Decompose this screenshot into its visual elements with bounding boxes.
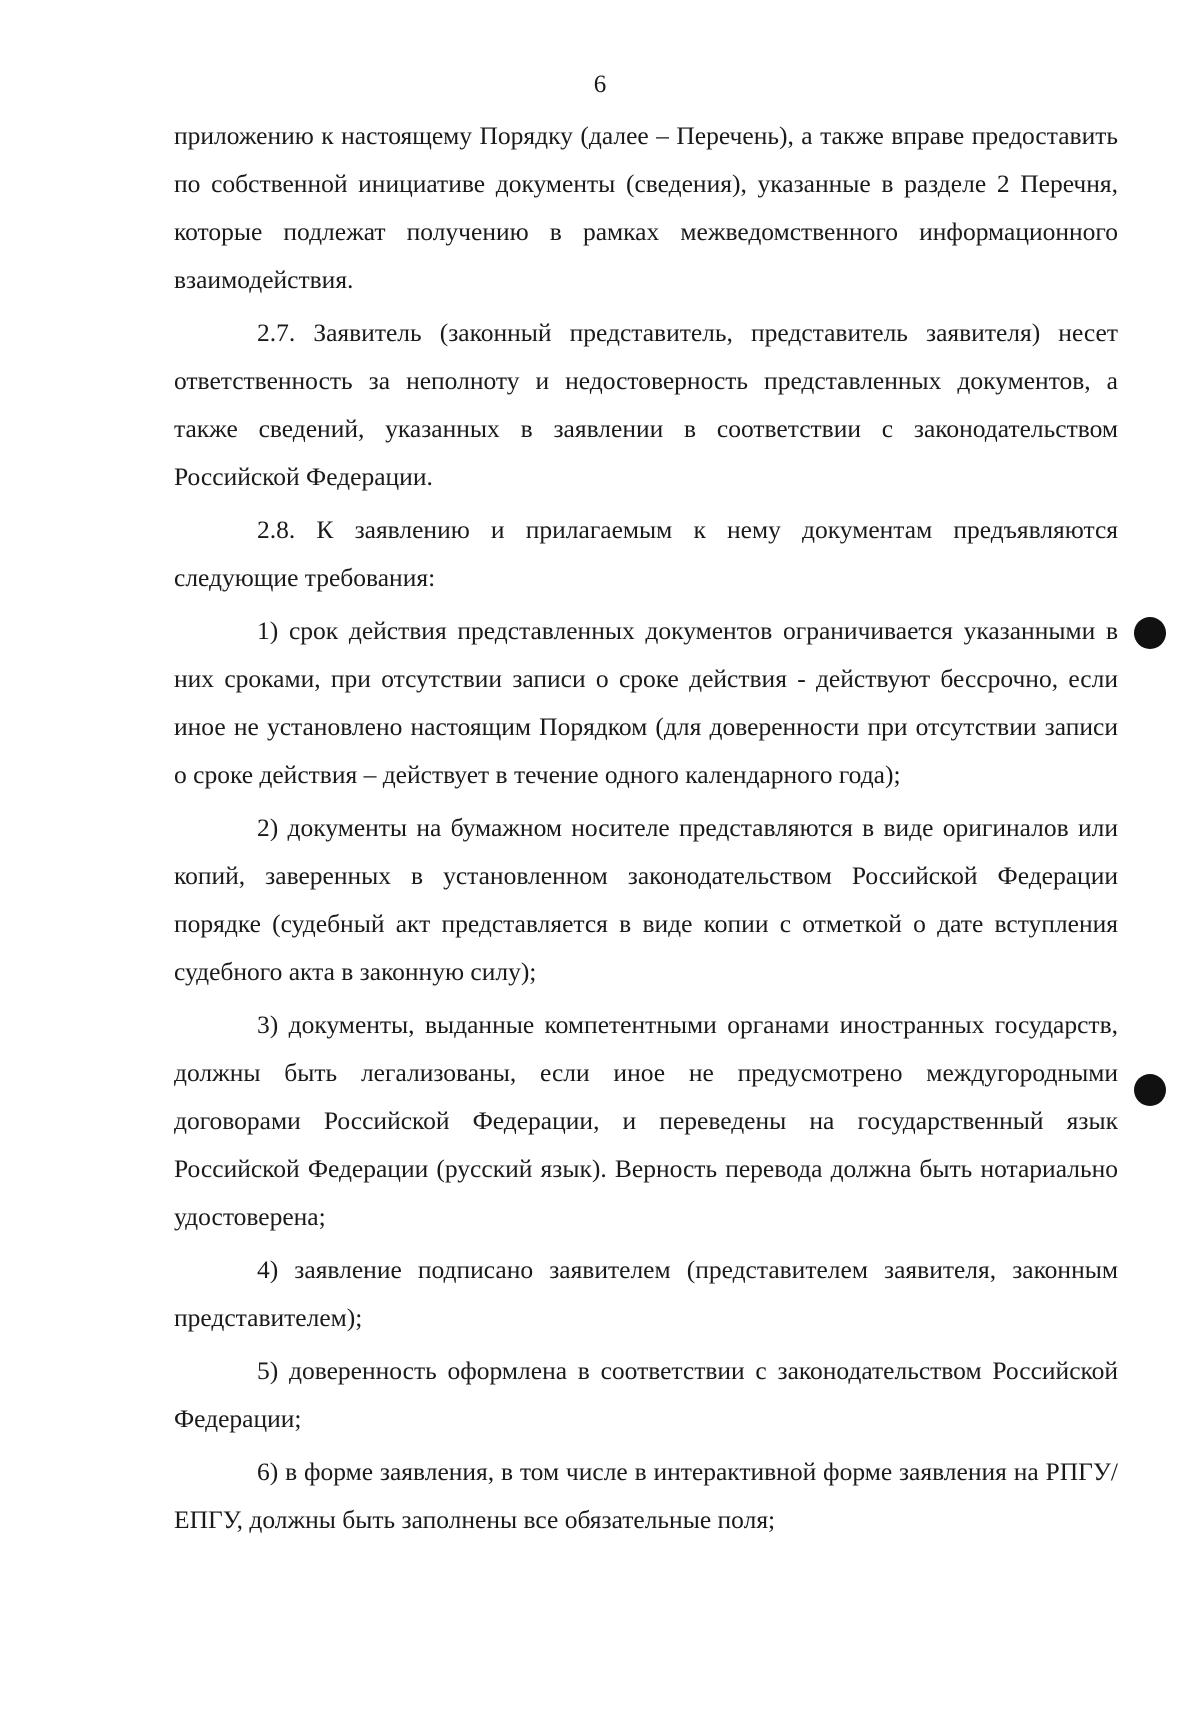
page-number: 6 xyxy=(593,71,607,98)
document-body xyxy=(174,112,1118,1544)
paragraph-2-7: 2.7. Заявитель (законный представитель, представитель заявителя) несет ответственность за неполноту и недостоверность представленных документов, а также сведений, указанных в заявлении в соответствии с законодательством Российской Федерации. xyxy=(174,318,1118,491)
list-item-5: 5) доверенность оформлена в соответствии с законодательством Российской Федерации; xyxy=(174,1356,1118,1433)
list-item-1: 1) срок действия представленных документов ограничивается указанными в них сроками, при отсутствии записи о сроке действия - действуют бессрочно, если иное не установлено настоящим Порядком (для доверенности при отсутствии записи о сроке действия – действует в течение одного календарного года); xyxy=(174,616,1118,789)
binder-hole-mark xyxy=(1134,1074,1166,1106)
paragraph-continuation: приложению к настоящему Порядку (далее – Перечень), а также вправе предоставить по собственной инициативе документы (сведения), указанные в разделе 2 Перечня, которые подлежат получению в рамках межведомственного информационного взаимодействия. xyxy=(174,121,1118,294)
list-item-3: 3) документы, выданные компетентными органами иностранных государств, должны быть легализованы, если иное не предусмотрено междугородными договорами Российской Федерации, и переведены на государственный язык Российской Федерации (русский язык). Верность перевода должна быть нотариально удостоверена; xyxy=(174,1010,1118,1231)
list-item-2: 2) документы на бумажном носителе представляются в виде оригиналов или копий, заверенных в установленном законодательством Российской Федерации порядке (судебный акт представляется в виде копии с отметкой о дате вступления судебного акта в законную силу); xyxy=(174,813,1118,986)
paragraph-2-8: 2.8. К заявлению и прилагаемым к нему документам предъявляются следующие требования: xyxy=(174,515,1118,592)
list-item-4: 4) заявление подписано заявителем (представителем заявителя, законным представителем); xyxy=(174,1255,1118,1332)
list-item-6: 6) в форме заявления, в том числе в интерактивной форме заявления на РПГУ/ЕПГУ, должны быть заполнены все обязательные поля; xyxy=(174,1457,1118,1534)
binder-hole-mark xyxy=(1134,617,1166,649)
